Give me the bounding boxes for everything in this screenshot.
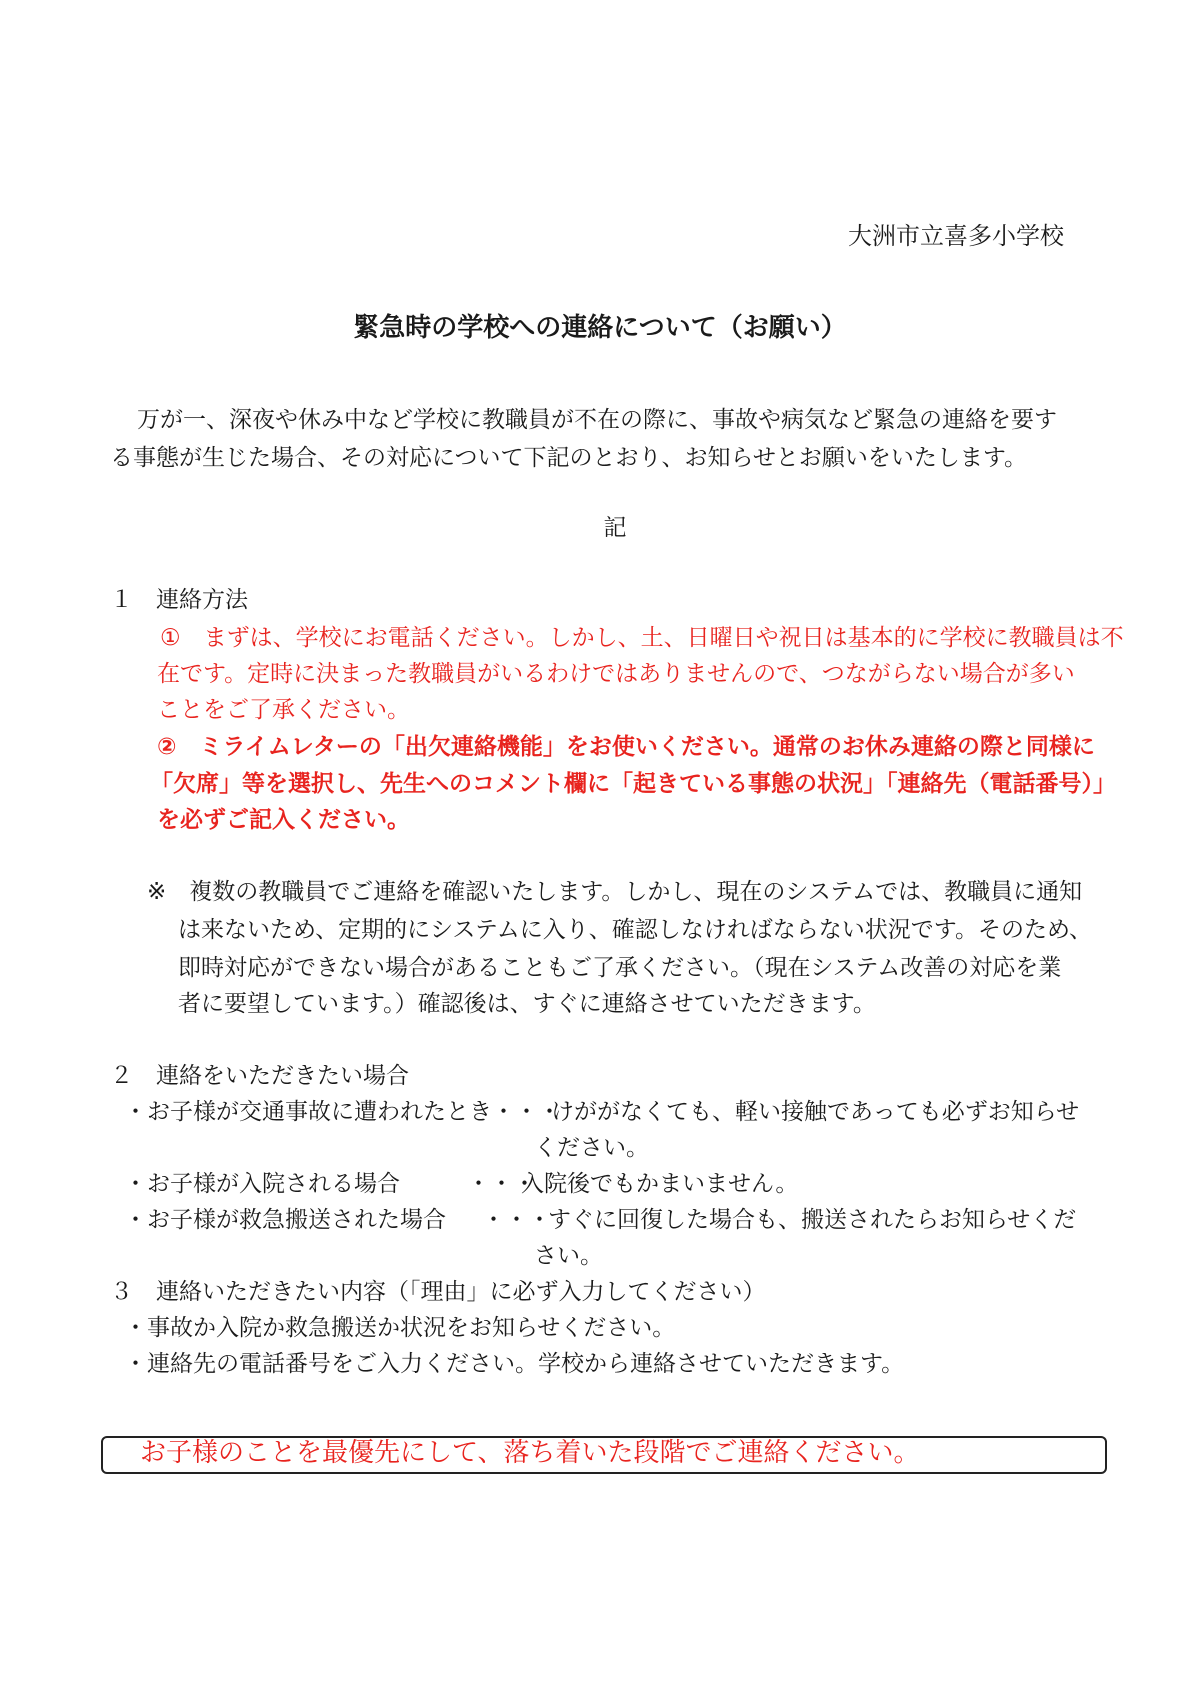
case-hospitalized: ・お子様が入院される場合 — [124, 1171, 400, 1197]
intro-line-1: 万が一、深夜や休み中など学校に教職員が不在の際に、事故や病気など緊急の連絡を要す — [114, 407, 1057, 433]
section1-item1-line-3: ことをご了承ください。 — [157, 697, 410, 723]
note-line-4: 者に要望しています。）確認後は、すぐに連絡させていただきます。 — [178, 991, 876, 1017]
section1-item2-line-2: 「欠席」等を選択し、先生へのコメント欄に「起きている事態の状況」「連絡先（電話番号）」 — [150, 771, 1116, 797]
case-hospitalized-detail: 入院後でもかまいません。 — [521, 1171, 799, 1197]
ki-heading: 記 — [603, 515, 627, 541]
section2-heading: ２ 連絡をいただきたい場合 — [110, 1063, 409, 1089]
note-line-1: ※ 複数の教職員でご連絡を確認いたします。しかし、現在のシステムでは、教職員に通知 — [147, 879, 1083, 905]
note-line-2: は来ないため、定期的にシステムに入り、確認しなければならない状況です。そのため、 — [178, 917, 1093, 943]
section3-heading: ３ 連絡いただきたい内容（「理由」に必ず入力してください） — [110, 1279, 766, 1305]
section1-item2-line-3: を必ずご記入ください。 — [157, 807, 410, 833]
case-ambulance-dots: ・・・ — [482, 1207, 551, 1233]
case-ambulance: ・お子様が救急搬送された場合 — [124, 1207, 446, 1233]
intro-line-2: る事態が生じた場合、その対応について下記のとおり、お知らせとお願いをいたします。 — [110, 445, 1028, 471]
case-traffic-accident-detail-2: ください。 — [534, 1135, 649, 1161]
case-hospitalized-dots: ・・・ — [467, 1171, 536, 1197]
case-ambulance-detail-1: すぐに回復した場合も、搬送されたらお知らせくだ — [548, 1207, 1077, 1233]
case-traffic-accident: ・お子様が交通事故に遭われたとき・・・ — [124, 1099, 561, 1125]
closing-notice-text: お子様のことを最優先にして、落ち着いた段階でご連絡ください。 — [140, 1438, 920, 1468]
case-ambulance-detail-2: さい。 — [534, 1243, 603, 1269]
section3-item-1: ・事故か入院か救急搬送か状況をお知らせください。 — [124, 1315, 676, 1341]
note-line-3: 即時対応ができない場合があることもご了承ください。（現在システム改善の対応を業 — [178, 955, 1062, 981]
section1-item1-line-1: ① まずは、学校にお電話ください。しかし、土、日曜日や祝日は基本的に学校に教職員は不 — [160, 625, 1124, 651]
section3-item-2: ・連絡先の電話番号をご入力ください。学校から連絡させていただきます。 — [124, 1351, 905, 1377]
school-name: 大洲市立喜多小学校 — [848, 222, 1064, 250]
section1-heading: １ 連絡方法 — [110, 587, 248, 613]
case-traffic-accident-detail-1: けががなくても、軽い接触であっても必ずお知らせ — [551, 1099, 1080, 1125]
section1-item2-line-1: ② ミライムレターの「出欠連絡機能」をお使いください。通常のお休み連絡の際と同様に — [157, 734, 1095, 760]
section1-item1-line-2: 在です。定時に決まった教職員がいるわけではありませんので、つながらない場合が多い — [157, 661, 1075, 687]
document-title: 緊急時の学校への連絡について（お願い） — [353, 313, 847, 343]
